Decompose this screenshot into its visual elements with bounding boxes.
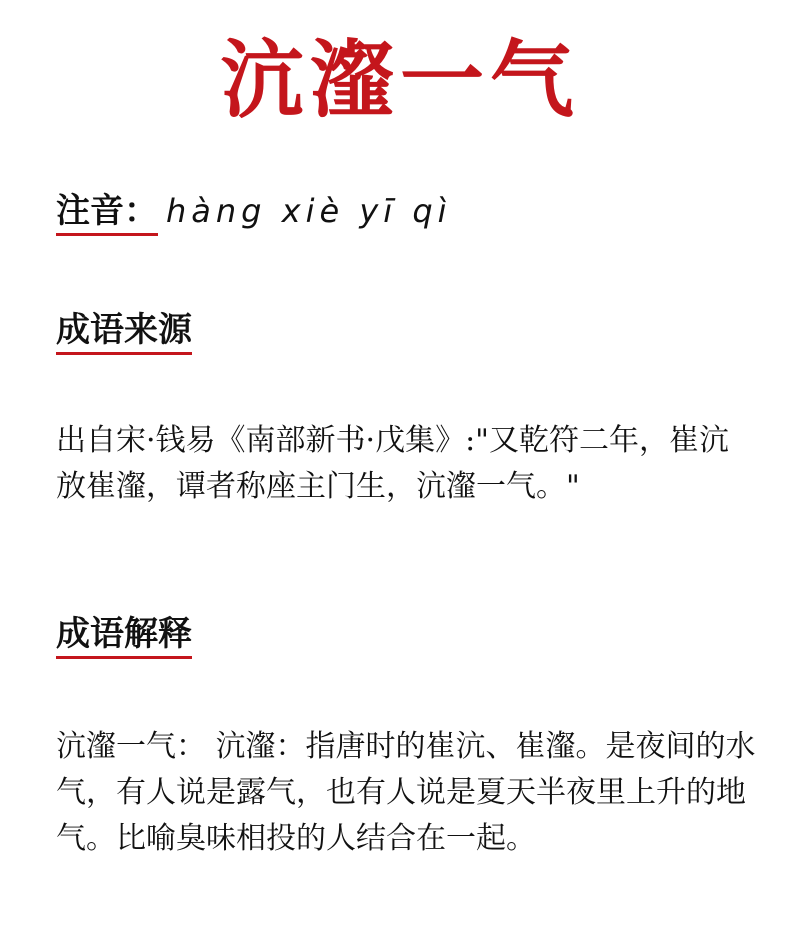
pinyin-value: hàng xiè yī qì bbox=[166, 192, 452, 230]
source-text: 出自宋·钱易《南部新书·戊集》:"又乾符二年，崔沆放崔瀣，谭者称座主门生，沆瀣一气。" bbox=[56, 423, 729, 504]
source-heading: 成语来源 bbox=[56, 308, 192, 355]
pinyin-row bbox=[56, 186, 452, 236]
explanation-text: 沆瀣一气： 沆瀣：指唐时的崔沆、崔瀣。是夜间的水气，有人说是露气，也有人说是夏天半夜里上升的地气。比喻臭味相投的人结合在一起。 bbox=[56, 729, 756, 856]
explanation-heading: 成语解释 bbox=[56, 612, 192, 659]
idiom-title: 沆瀣一气 bbox=[219, 30, 580, 129]
pinyin-label: 注音： bbox=[56, 189, 158, 236]
